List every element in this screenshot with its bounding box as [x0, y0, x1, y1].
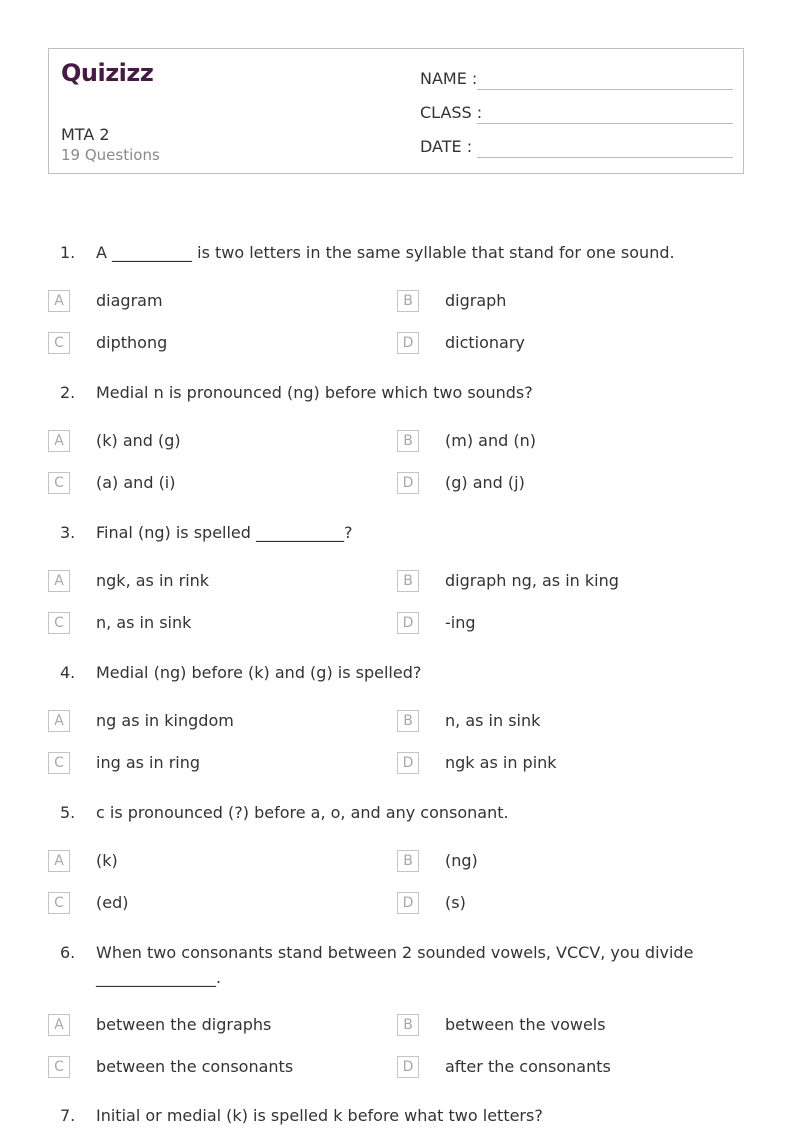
question-text: A __________ is two letters in the same syllable that stand for one sound. — [96, 243, 675, 262]
option-text[interactable]: digraph ng, as in king — [445, 571, 619, 590]
option-text[interactable]: (m) and (n) — [445, 431, 536, 450]
question-text: Medial n is pronounced (ng) before which two sounds? — [96, 383, 533, 402]
option-text[interactable]: ing as in ring — [96, 753, 201, 772]
question-count: 19 Questions — [61, 146, 160, 164]
option-text[interactable]: n, as in sink — [96, 613, 192, 632]
option-letter[interactable]: D — [397, 472, 419, 494]
question-number: 3. — [60, 523, 76, 542]
option-letter[interactable]: B — [397, 430, 419, 452]
option-text[interactable]: diagram — [96, 291, 163, 310]
question-text: Initial or medial (k) is spelled k before what two letters? — [96, 1106, 543, 1125]
option-letter[interactable]: D — [397, 332, 419, 354]
option-text[interactable]: n, as in sink — [445, 711, 541, 730]
option-text[interactable]: (k) and (g) — [96, 431, 181, 450]
option-letter[interactable]: B — [397, 290, 419, 312]
class-line[interactable] — [477, 123, 733, 124]
option-letter[interactable]: B — [397, 710, 419, 732]
question-text: When two consonants stand between 2 sounded vowels, VCCV, you divide — [96, 943, 694, 962]
name-line[interactable] — [477, 89, 733, 90]
worksheet-title: MTA 2 — [61, 125, 110, 144]
option-letter[interactable]: C — [48, 472, 70, 494]
question-text: Medial (ng) before (k) and (g) is spelled? — [96, 663, 422, 682]
option-letter[interactable]: A — [48, 710, 70, 732]
option-letter[interactable]: D — [397, 752, 419, 774]
option-text[interactable]: (s) — [445, 893, 466, 912]
question-text: Final (ng) is spelled ___________? — [96, 523, 353, 542]
option-letter[interactable]: C — [48, 892, 70, 914]
date-line[interactable] — [477, 157, 733, 158]
option-letter[interactable]: A — [48, 430, 70, 452]
question-number: 2. — [60, 383, 76, 402]
option-letter[interactable]: D — [397, 892, 419, 914]
option-letter[interactable]: D — [397, 612, 419, 634]
option-letter[interactable]: C — [48, 612, 70, 634]
option-text[interactable]: (k) — [96, 851, 118, 870]
option-text[interactable]: between the digraphs — [96, 1015, 272, 1034]
option-letter[interactable]: B — [397, 1014, 419, 1036]
option-text[interactable]: between the consonants — [96, 1057, 294, 1076]
name-label: NAME : — [420, 69, 478, 88]
option-letter[interactable]: A — [48, 570, 70, 592]
question-number: 5. — [60, 803, 76, 822]
option-text[interactable]: ngk, as in rink — [96, 571, 210, 590]
option-letter[interactable]: C — [48, 332, 70, 354]
option-letter[interactable]: C — [48, 752, 70, 774]
option-text[interactable]: (ed) — [96, 893, 129, 912]
question-number: 1. — [60, 243, 76, 262]
option-letter[interactable]: C — [48, 1056, 70, 1078]
option-text[interactable]: (a) and (i) — [96, 473, 176, 492]
question-number: 6. — [60, 943, 76, 962]
option-text[interactable]: -ing — [445, 613, 476, 632]
option-text[interactable]: after the consonants — [445, 1057, 611, 1076]
option-text[interactable]: digraph — [445, 291, 507, 310]
option-text[interactable]: (g) and (j) — [445, 473, 525, 492]
question-number: 4. — [60, 663, 76, 682]
option-text[interactable]: dictionary — [445, 333, 525, 352]
option-letter[interactable]: D — [397, 1056, 419, 1078]
option-letter[interactable]: A — [48, 290, 70, 312]
option-text[interactable]: ng as in kingdom — [96, 711, 234, 730]
worksheet-header — [48, 48, 744, 174]
date-label: DATE : — [420, 137, 473, 156]
option-text[interactable]: (ng) — [445, 851, 478, 870]
option-letter[interactable]: B — [397, 850, 419, 872]
option-text[interactable]: ngk as in pink — [445, 753, 557, 772]
option-text[interactable]: dipthong — [96, 333, 168, 352]
option-text[interactable]: between the vowels — [445, 1015, 606, 1034]
option-letter[interactable]: A — [48, 850, 70, 872]
option-letter[interactable]: B — [397, 570, 419, 592]
class-label: CLASS : — [420, 103, 483, 122]
question-text: c is pronounced (?) before a, o, and any consonant. — [96, 803, 509, 822]
question-number: 7. — [60, 1106, 76, 1125]
question-text-continued: _______________. — [96, 968, 222, 987]
quizizz-logo: Quizizz — [61, 59, 154, 87]
option-letter[interactable]: A — [48, 1014, 70, 1036]
